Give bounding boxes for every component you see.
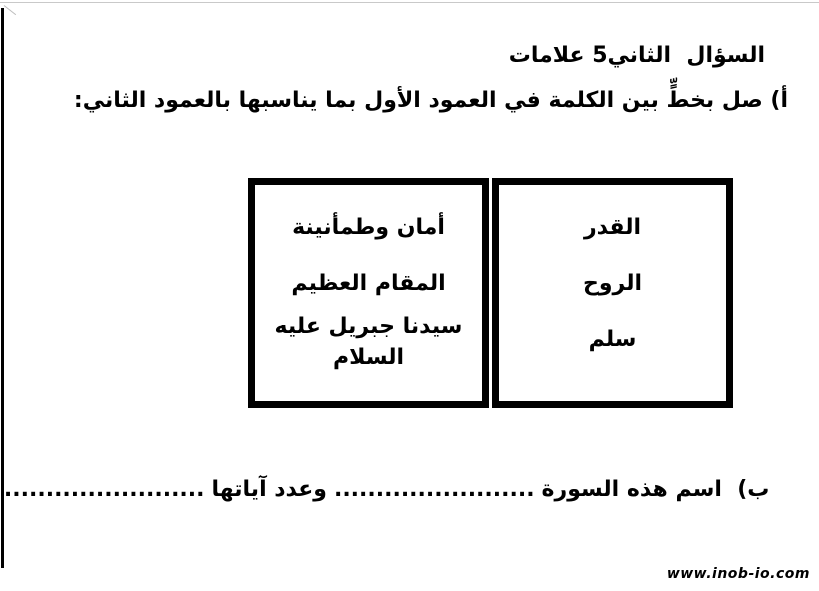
scan-edge-top bbox=[0, 2, 819, 3]
part-b-prefix: ب) اسم هذه السورة bbox=[541, 477, 770, 502]
first-column-item: القدر bbox=[584, 214, 642, 240]
second-column-item: أمان وطمأنينة bbox=[292, 214, 445, 240]
first-column-item: سلم bbox=[588, 326, 637, 352]
second-column-item: المقام العظيم bbox=[291, 270, 446, 296]
second-column-item: سيدنا جبريل عليه السلام bbox=[274, 314, 463, 370]
first-column-box bbox=[492, 178, 733, 408]
website-watermark: www.inob-io.com bbox=[666, 566, 810, 582]
scan-corner-artifact bbox=[4, 5, 16, 15]
matching-table bbox=[248, 178, 733, 408]
question-title: السؤال الثاني5 علامات bbox=[508, 43, 765, 68]
part-b-middle: وعدد آياتها bbox=[211, 477, 327, 502]
part-a-instruction: أ) صل بخطٍّ بين الكلمة في العمود الأول بما يناسبها بالعمود الثاني: bbox=[73, 88, 788, 113]
surah-name-blank: ........................ bbox=[333, 477, 535, 502]
first-column-item: الروح bbox=[582, 270, 643, 296]
second-column-box bbox=[248, 178, 489, 408]
part-b-line bbox=[0, 452, 800, 527]
verse-count-blank: ........................ bbox=[3, 477, 205, 502]
